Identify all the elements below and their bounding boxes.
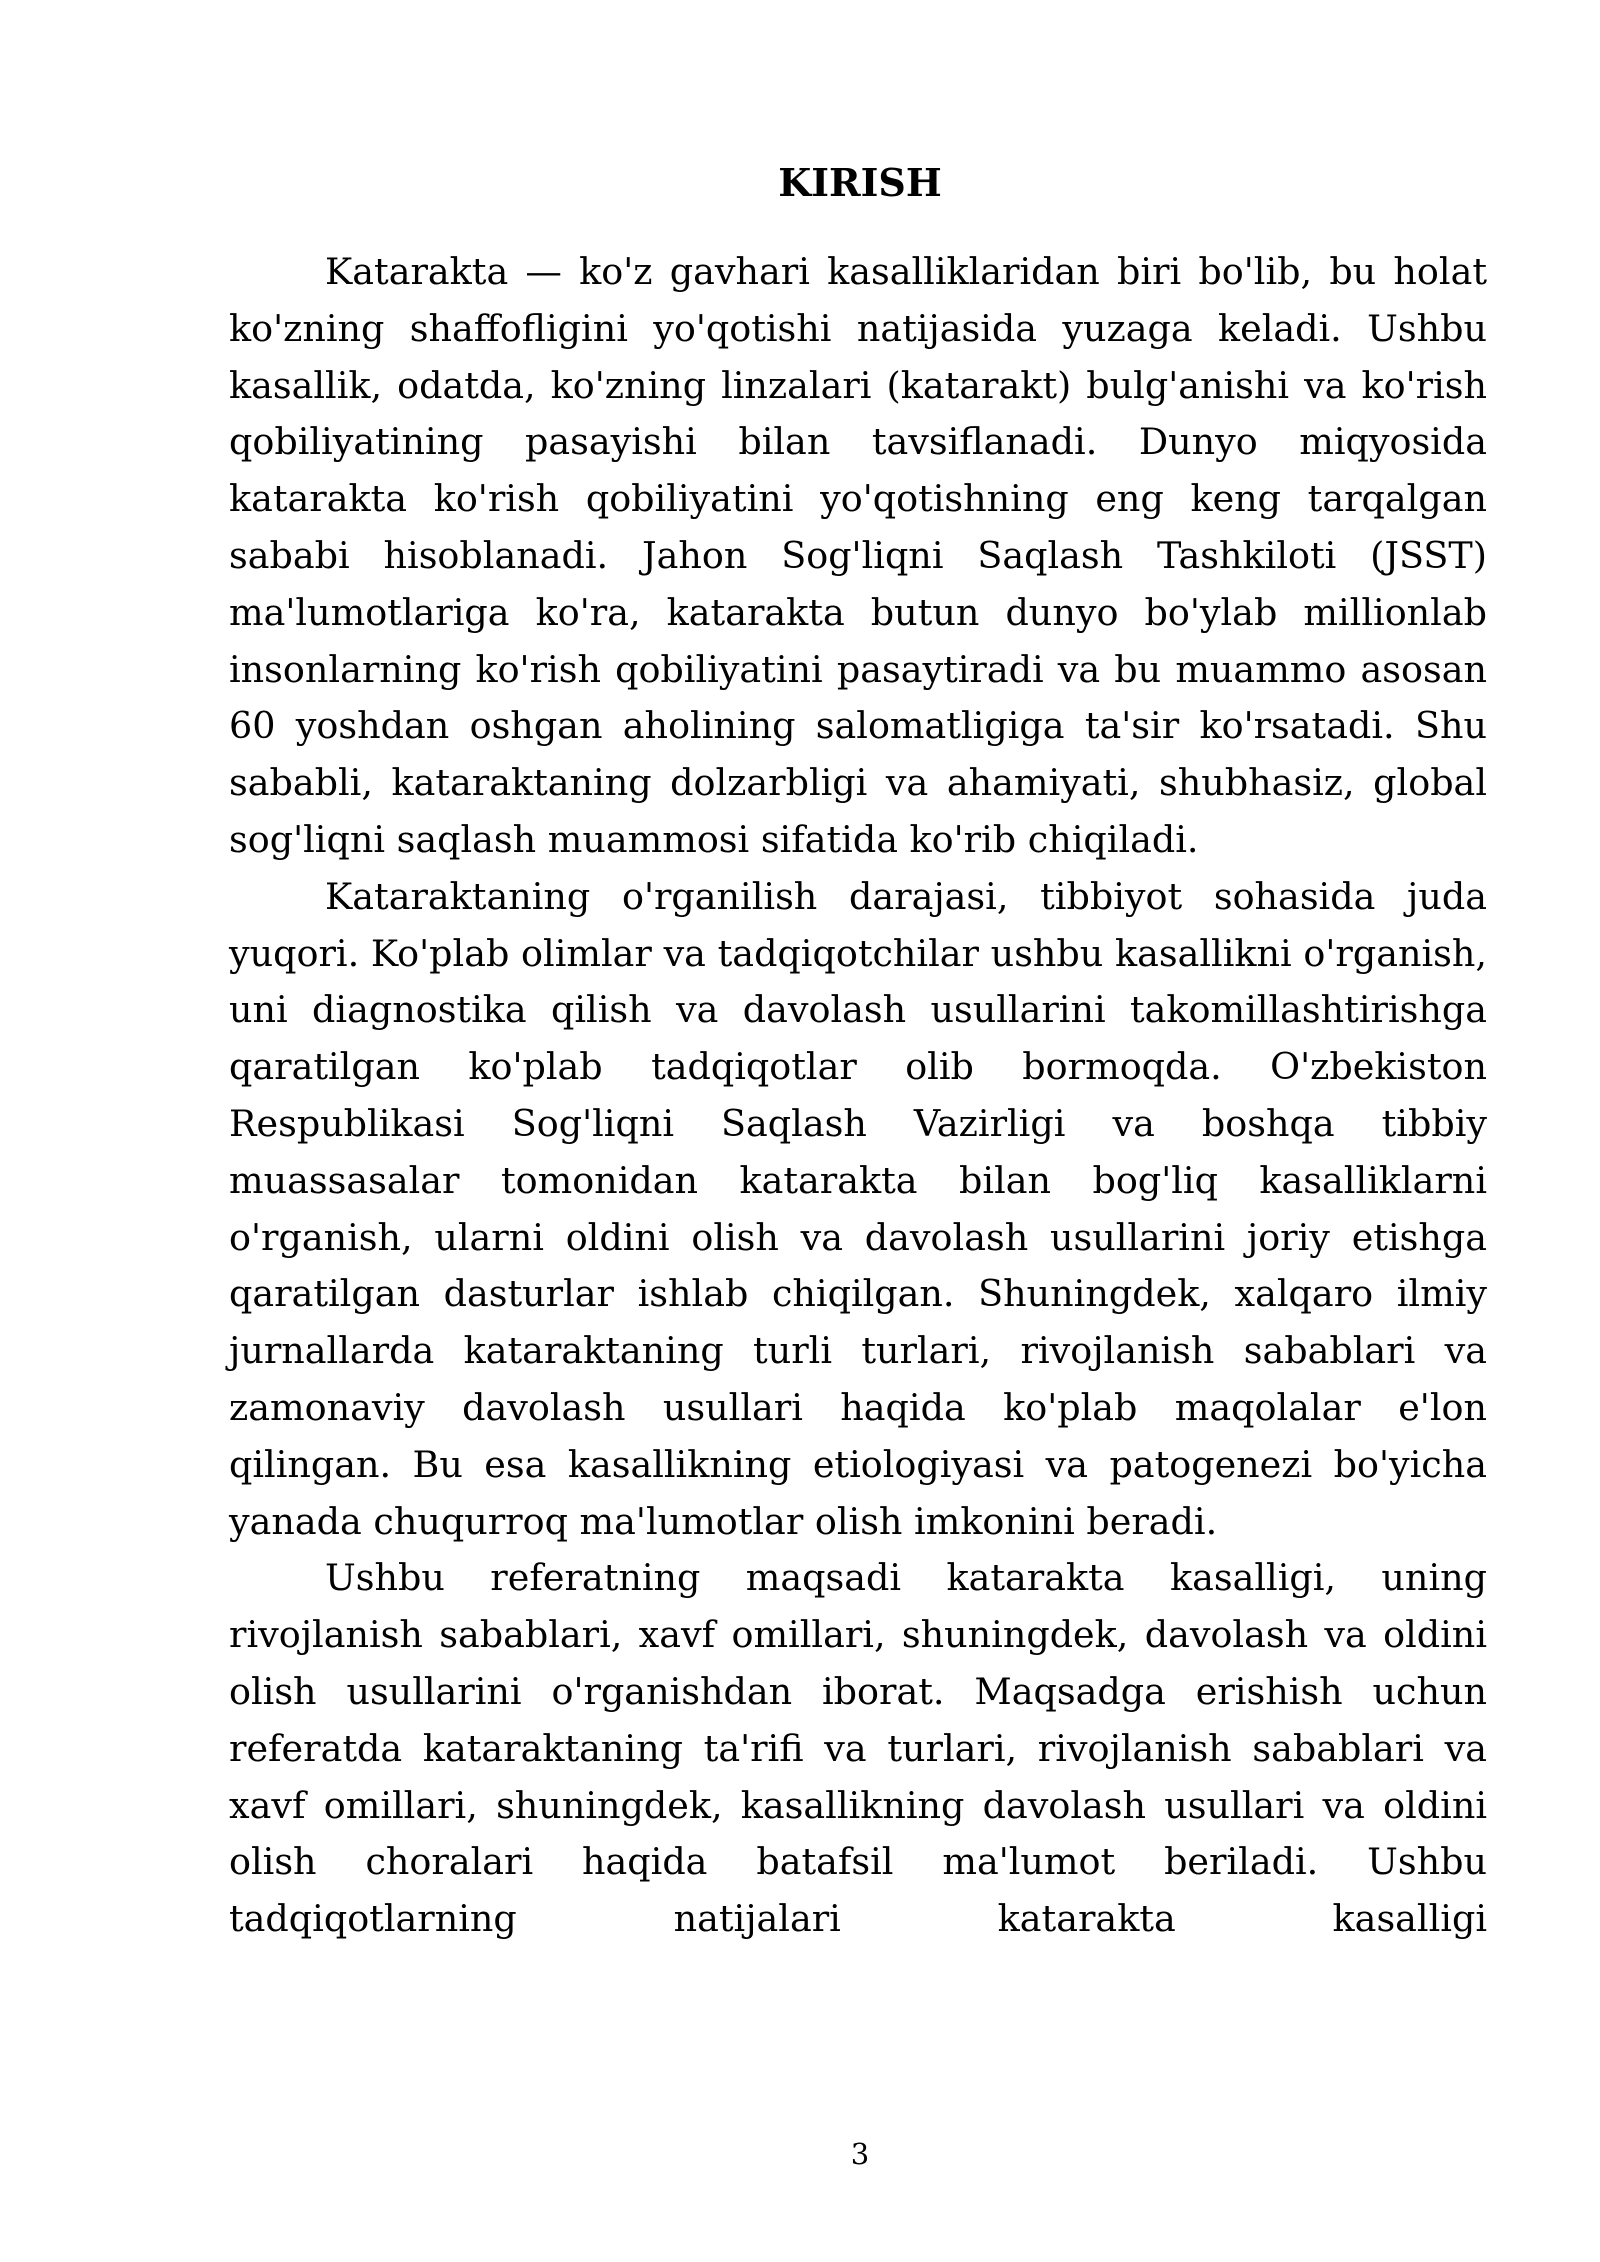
page-title: KIRISH	[778, 160, 942, 205]
paragraph-2: Kataraktaning o'rganilish darajasi, tibbiyot sohasida juda yuqori. Ko'plab olimlar va tadqiqotchilar ushbu kasallikni o'rganish, uni diagnostika qilish va davolash usullarini takomillashtirishga qaratilgan ko'plab tadqiqotlar olib bormoqda. O'zbekiston Respublikasi Sog'liqni Saqlash Vazirligi va boshqa tibbiy muassasalar tomonidan katarakta bilan bog'liq kasalliklarni o'rganish, ularni oldini olish va davolash usullarini joriy etishga qaratilgan dasturlar ishlab chiqilgan. Shuningdek, xalqaro ilmiy jurnallarda kataraktaning turli turlari, rivojlanish sabablari va zamonaviy davolash usullari haqida ko'plab maqolalar e'lon qilingan. Bu esa kasallikning etiologiyasi va patogenezi bo'yicha yanada chuqurroq ma'lumotlar olish imkonini beradi.	[229, 874, 1487, 1543]
document-body	[229, 244, 1487, 1948]
paragraph-3: Ushbu referatning maqsadi katarakta kasalligi, uning rivojlanish sabablari, xavf omillari, shuningdek, davolash va oldini olish usullarini o'rganishdan iborat. Maqsadga erishish uchun referatda kataraktaning ta'rifi va turlari, rivojlanish sabablari va xavf omillari, shuningdek, kasallikning davolash usullari va oldini olish choralari haqida batafsil ma'lumot beriladi. Ushbu tadqiqotlarning natijalari katarakta kasalligi	[229, 1556, 1487, 1941]
page-number: 3	[850, 2137, 870, 2171]
paragraph-1: Katarakta — ko'z gavhari kasalliklaridan biri bo'lib, bu holat ko'zning shaffofligini yo'qotishi natijasida yuzaga keladi. Ushbu kasallik, odatda, ko'zning linzalari (katarakt) bulg'anishi va ko'rish qobiliyatining pasayishi bilan tavsiflanadi. Dunyo miqyosida katarakta ko'rish qobiliyatini yo'qotishning eng keng tarqalgan sababi hisoblanadi. Jahon Sog'liqni Saqlash Tashkiloti (JSST) ma'lumotlariga ko'ra, katarakta butun dunyo bo'ylab millionlab insonlarning ko'rish qobiliyatini pasaytiradi va bu muammo asosan 60 yoshdan oshgan aholining salomatligiga ta'sir ko'rsatadi. Shu sababli, kataraktaning dolzarbligi va ahamiyati, shubhasiz, global sog'liqni saqlash muammosi sifatida ko'rib chiqiladi.	[229, 250, 1487, 861]
